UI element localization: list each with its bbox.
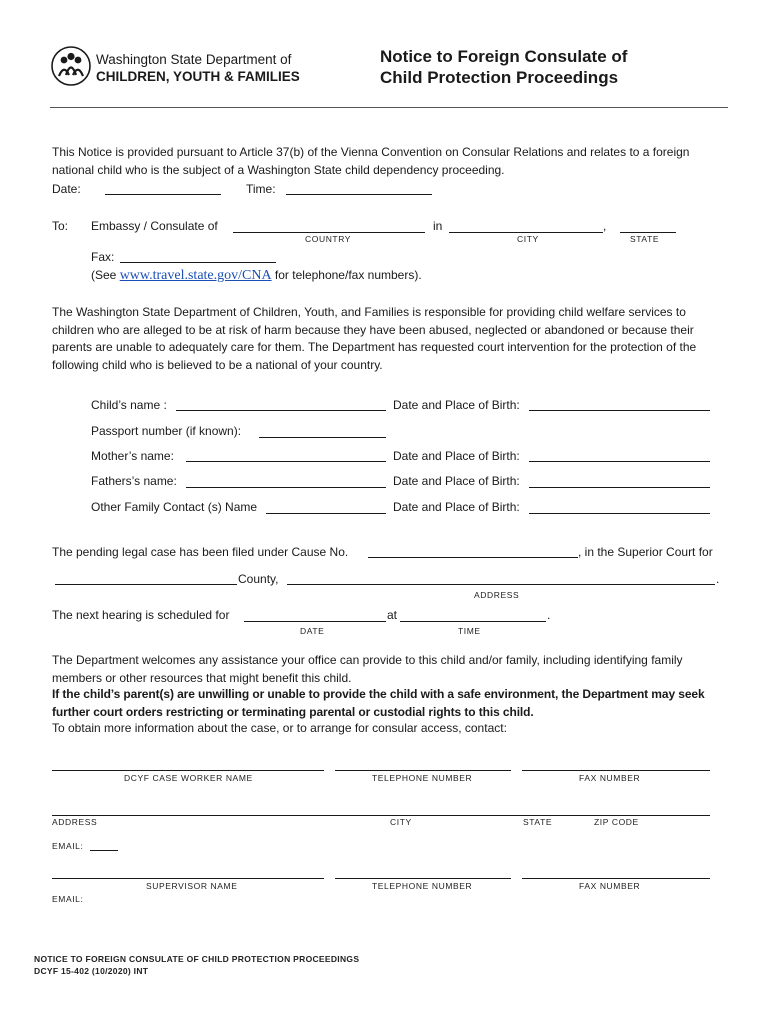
worker-zip-caption: ZIP CODE bbox=[594, 817, 639, 827]
safe-environment-warning: If the child’s parent(s) are unwilling or unable to provide the child with a safe environment, the Department may seek further court orders restricting or terminating parental or custodial rights to this child. bbox=[52, 687, 705, 719]
hearing-date-field[interactable] bbox=[244, 621, 386, 622]
address-period: . bbox=[716, 572, 720, 586]
date-label: Date: bbox=[52, 182, 81, 196]
worker-email-label: EMAIL: bbox=[52, 841, 84, 851]
country-caption: COUNTRY bbox=[305, 234, 352, 244]
embassy-label: Embassy / Consulate of bbox=[91, 219, 218, 233]
worker-address-field[interactable] bbox=[52, 815, 710, 816]
hearing-date-caption: DATE bbox=[300, 626, 325, 636]
worker-fax-field[interactable] bbox=[522, 770, 710, 771]
county-field[interactable] bbox=[55, 584, 237, 585]
child-birth-field[interactable] bbox=[529, 410, 710, 411]
hearing-time-field[interactable] bbox=[400, 621, 546, 622]
fax-label: Fax: bbox=[91, 250, 115, 264]
case-worker-name-field[interactable] bbox=[52, 770, 324, 771]
fax-field[interactable] bbox=[120, 262, 276, 263]
state-field[interactable] bbox=[620, 232, 676, 233]
father-birth-label: Date and Place of Birth: bbox=[393, 474, 520, 488]
pending-case-label: The pending legal case has been filed under Cause No. bbox=[52, 545, 349, 559]
supervisor-caption: SUPERVISOR NAME bbox=[146, 881, 238, 891]
agency-name-line2: CHILDREN, YOUTH & FAMILIES bbox=[96, 69, 300, 84]
family-seal-icon bbox=[50, 45, 92, 87]
time-field[interactable] bbox=[286, 194, 432, 195]
childs-name-label: Child’s name : bbox=[91, 398, 167, 412]
other-contact-field[interactable] bbox=[266, 513, 386, 514]
city-caption: CITY bbox=[517, 234, 539, 244]
assistance-paragraph: The Department welcomes any assistance your office can provide to this child and/or family, including identifying family members or other resources that might benefit this child. bbox=[52, 653, 683, 685]
worker-telephone-field[interactable] bbox=[335, 770, 511, 771]
superior-court-label: , in the Superior Court for bbox=[578, 545, 713, 559]
other-birth-label: Date and Place of Birth: bbox=[393, 500, 520, 514]
footer-form-title: NOTICE TO FOREIGN CONSULATE OF CHILD PROTECTION PROCEEDINGS bbox=[34, 954, 360, 964]
supervisor-fax-caption: FAX NUMBER bbox=[579, 881, 641, 891]
intro-paragraph: This Notice is provided pursuant to Article 37(b) of the Vienna Convention on Consular Relations and relates to a foreign national child who is the subject of a Washington State child dependency proceeding. bbox=[52, 145, 690, 177]
date-field[interactable] bbox=[105, 194, 221, 195]
header-divider bbox=[50, 107, 728, 108]
country-field[interactable] bbox=[233, 232, 425, 233]
hearing-time-caption: TIME bbox=[458, 626, 481, 636]
other-contact-label: Other Family Contact (s) Name bbox=[91, 500, 258, 514]
worker-state-caption: STATE bbox=[523, 817, 553, 827]
worker-fax-caption: FAX NUMBER bbox=[579, 773, 641, 783]
supervisor-telephone-caption: TELEPHONE NUMBER bbox=[372, 881, 473, 891]
to-label: To: bbox=[52, 219, 69, 233]
cause-number-field[interactable] bbox=[368, 557, 578, 558]
childs-name-field[interactable] bbox=[176, 410, 386, 411]
agency-name-line1: Washington State Department of bbox=[96, 52, 292, 67]
worker-telephone-caption: TELEPHONE NUMBER bbox=[372, 773, 473, 783]
supervisor-telephone-field[interactable] bbox=[335, 878, 511, 879]
county-label: County, bbox=[238, 572, 279, 586]
passport-field[interactable] bbox=[259, 437, 386, 438]
next-hearing-label: The next hearing is scheduled for bbox=[52, 608, 230, 622]
see-note bbox=[91, 268, 422, 283]
see-suffix: for telephone/fax numbers). bbox=[271, 268, 422, 282]
page-title-line2: Child Protection Proceedings bbox=[380, 68, 619, 87]
supervisor-fax-field[interactable] bbox=[522, 878, 710, 879]
worker-city-caption: CITY bbox=[390, 817, 412, 827]
mother-birth-label: Date and Place of Birth: bbox=[393, 449, 520, 463]
mothers-name-field[interactable] bbox=[186, 461, 386, 462]
department-paragraph: The Washington State Department of Children, Youth, and Families is responsible for providing child welfare services to children who are alleged to be at risk of harm because they have been abused, neglected or abandoned or because their parents are unable to adequately care for them. The Department has requested court intervention for the protection of the following child who is believed to be a national of your country. bbox=[52, 305, 697, 372]
travel-state-link[interactable]: www.travel.state.gov/CNA bbox=[119, 268, 272, 283]
city-field[interactable] bbox=[449, 232, 603, 233]
see-prefix: (See bbox=[91, 268, 120, 282]
time-label: Time: bbox=[246, 182, 276, 196]
court-address-caption: ADDRESS bbox=[474, 590, 520, 600]
hearing-period: . bbox=[547, 608, 551, 622]
supervisor-email-label: EMAIL: bbox=[52, 894, 84, 904]
at-label: at bbox=[387, 608, 398, 622]
father-birth-field[interactable] bbox=[529, 487, 710, 488]
supervisor-name-field[interactable] bbox=[52, 878, 324, 879]
mother-birth-field[interactable] bbox=[529, 461, 710, 462]
child-birth-label: Date and Place of Birth: bbox=[393, 398, 520, 412]
footer-form-number: DCYF 15-402 (10/2020) INT bbox=[34, 966, 149, 976]
page-title-line1: Notice to Foreign Consulate of bbox=[380, 47, 628, 66]
case-worker-caption: DCYF CASE WORKER NAME bbox=[124, 773, 253, 783]
contact-instruction: To obtain more information about the case, or to arrange for consular access, contact: bbox=[52, 721, 507, 735]
worker-address-caption: ADDRESS bbox=[52, 817, 98, 827]
city-comma: , bbox=[603, 219, 607, 233]
fathers-name-field[interactable] bbox=[186, 487, 386, 488]
in-label: in bbox=[433, 219, 443, 233]
court-address-field[interactable] bbox=[287, 584, 715, 585]
other-birth-field[interactable] bbox=[529, 513, 710, 514]
fathers-name-label: Fathers’s name: bbox=[91, 474, 177, 488]
mothers-name-label: Mother’s name: bbox=[91, 449, 174, 463]
agency-logo bbox=[50, 45, 300, 91]
passport-label: Passport number (if known): bbox=[91, 424, 242, 438]
state-caption: STATE bbox=[630, 234, 660, 244]
worker-email-field[interactable] bbox=[90, 850, 118, 851]
